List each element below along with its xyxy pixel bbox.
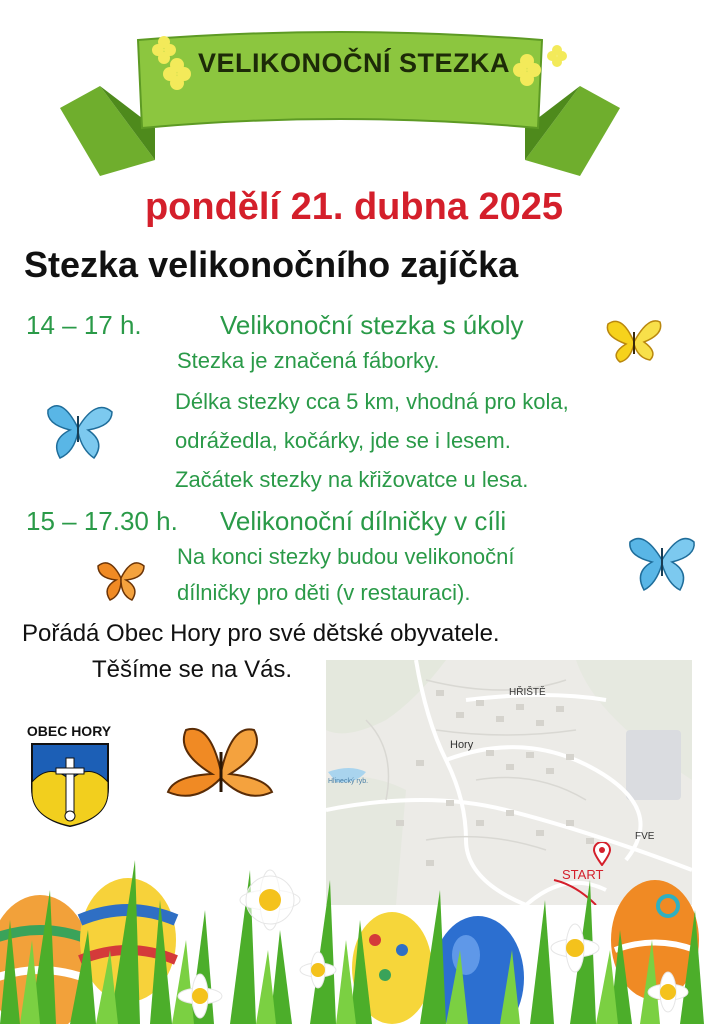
map-label-start: START (562, 867, 604, 882)
butterfly-yellow-icon (604, 314, 664, 364)
schedule-line: Na konci stezky budou velikonoční (177, 544, 515, 569)
greeting-text: Těšíme se na Vás. (92, 656, 293, 683)
butterfly-orange-icon (96, 556, 146, 602)
map-label-village: Hory (450, 739, 474, 751)
organizer-text: Pořádá Obec Hory pro své dětské obyvatele. (22, 620, 500, 647)
schedule-line: odrážedla, kočárky, jde se i lesem. (175, 428, 511, 453)
schedule-time-2: 15 – 17.30 h. (26, 506, 178, 536)
page-title: Stezka velikonočního zajíčka (24, 244, 519, 285)
banner-title: VELIKONOČNÍ STEZKA (197, 48, 510, 78)
schedule-line: Stezka je značená fáborky. (177, 348, 440, 373)
schedule-title-2: Velikonoční dílničky v cíli (220, 506, 507, 536)
schedule-line: Délka stezky cca 5 km, vhodná pro kola, (175, 389, 569, 414)
schedule-title-1: Velikonoční stezka s úkoly (220, 310, 524, 340)
schedule-line: dílničky pro děti (v restauraci). (177, 580, 471, 605)
butterfly-orange-icon (166, 722, 276, 812)
grass-illustration (0, 800, 708, 1024)
butterfly-blue-icon (626, 528, 698, 594)
schedule-time-1: 14 – 17 h. (26, 310, 142, 340)
schedule-line: Začátek stezky na křižovatce u lesa. (175, 467, 529, 492)
butterfly-blue-icon (42, 392, 116, 464)
map-label-solar: FVE (635, 831, 655, 842)
map-label-playground: HŘIŠTĚ (509, 687, 546, 698)
map-label-pond: Hlinecký ryb. (328, 778, 369, 785)
event-date: pondělí 21. dubna 2025 (144, 186, 564, 228)
coat-of-arms-title: OBEC HORY (26, 723, 112, 739)
